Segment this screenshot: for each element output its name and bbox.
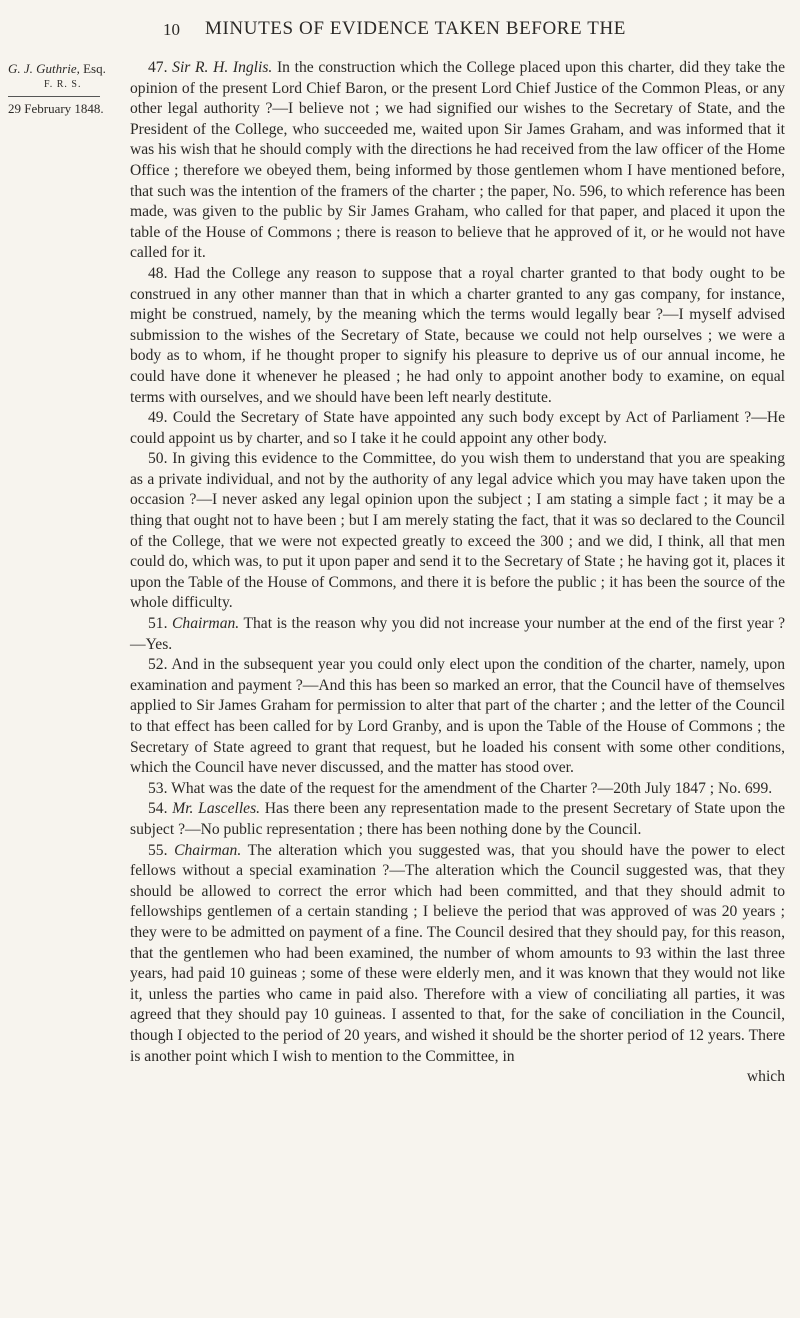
question-paragraph — [130, 449, 785, 614]
question-text: In giving this evidence to the Committee, do you wish them to understand that you are speaking as a private individual, and not by the authority of any legal advice which you may have taken upon the occasion ?—I never asked any legal opinion upon the subject ; I am stating a simple fact ; it may be a thing that ought not to have been ; but I am merely stating the fact, that it was so declared to the Council of the College, that we were not expected greatly to exceed the 300 ; and we did, I think, all that men could do, which was, to put it upon paper and send it to the Secretary of State ; he having got it, places it upon the Table of the House of Commons, and there it is before the public ; it has been the source of the whole difficulty. — [130, 450, 786, 612]
page-number: 10 — [163, 20, 180, 39]
question-text: What was the date of the request for the amendment of the Charter ?—20th July 1847 ; No. 699. — [171, 779, 773, 797]
evidence-text — [130, 58, 785, 1088]
question-text: Has there been any representation made to the present Secretary of State upon the subject ?—No public representation ; there has been nothing done by the Council. — [130, 800, 785, 838]
question-number: 51. — [148, 615, 173, 633]
witness-title: Esq. — [79, 61, 106, 76]
question-number: 50. — [148, 450, 173, 468]
question-paragraph — [130, 779, 785, 800]
question-paragraph — [130, 264, 785, 408]
question-number: 54. — [148, 800, 173, 818]
speaker-name: Mr. Lascelles. — [172, 800, 261, 818]
margin-divider — [8, 96, 100, 97]
witness-postnominal: F. R. S. — [44, 78, 82, 90]
question-number: 47. — [148, 59, 173, 76]
question-paragraph — [130, 408, 785, 449]
question-number: 48. — [148, 264, 174, 282]
question-paragraph — [130, 655, 785, 779]
question-paragraph — [130, 799, 785, 840]
witness-line — [8, 60, 108, 78]
question-number: 53. — [148, 779, 172, 797]
question-text: Could the Secretary of State have appointed any such body except by Act of Parliament ?—He could appoint us by charter, and so I take it he could appoint any other body. — [130, 409, 786, 447]
question-number: 52. — [148, 656, 172, 674]
speaker-name: Chairman. — [172, 615, 240, 633]
catchword: which — [746, 1068, 785, 1086]
question-paragraph — [130, 58, 785, 264]
hearing-date: 29 February 1848. — [8, 101, 104, 117]
speaker-name: Chairman. — [174, 841, 242, 859]
margin-note — [8, 60, 108, 118]
question-text: In the construction which the College placed upon this charter, did they take the opinion of the present Lord Chief Baron, or the present Lord Chief Justice of the Common Pleas, or any other legal authority ?—I believe not ; we had signified our wishes to the Secretary of State, and the President of the College, who succeeded me, waited upon Sir James Graham, and was informed that it was his wish that he should comply with the directions he had received from the law officer of the Home Office ; therefore we obeyed them, being informed by those gentlemen whom I have mentioned before, that such was the intention of the framers of the charter ; the paper, No. 596, to which reference has been made, was given to the public by Sir James Graham, who called for that paper, and placed it upon the table of the House of Commons ; there is reason to believe that he approved of it, or he would not have called for it. — [130, 59, 785, 262]
question-paragraph — [130, 614, 785, 655]
witness-name: G. J. Guthrie, — [8, 61, 80, 76]
question-text: The alteration which you suggested was, that you should have the power to elect fellows without a special examination ?—The alteration which the Council suggested was, that they should be allowed to correct the error which had been committed, and that they should admit to fellowships gentlemen of a certain standing ; I believe the period that was approved of was 20 years ; they were to be admitted on payment of a fine. The Council desired that they should pay, for this reason, that the gentlemen who had been examined, the number of whom amounts to 93 within the last three years, had paid 10 guineas ; some of these were elderly men, and it was known that they would not like it, unless the parties who came in paid also. Therefore with a view of conciliating all parties, it was agreed that they should pay 10 guineas. I assented to that, for the sake of conciliation in the Council, though I objected to the period of 20 years, and wished it should be the shorter period of 12 years. There is another point which I wish to mention to the Committee, in — [130, 841, 786, 1065]
question-text: And in the subsequent year you could only elect upon the condition of the charter, namely, upon examination and payment ?—And this has been so marked an error, that the Council have of themselves applied to Sir James Graham for permission to alter that part of the charter ; and the letter of the Council to that effect has been called for by Lord Granby, and is upon the Table of the House of Commons ; the Secretary of State agreed to grant that request, but he loaded his consent with some other conditions, which the Council have never discussed, and the matter has stood over. — [130, 656, 785, 777]
running-title: MINUTES OF EVIDENCE TAKEN BEFORE THE — [205, 18, 627, 39]
question-text: Had the College any reason to suppose that a royal charter granted to that body ought to be construed in any other manner than that in which a charter granted to any gas company, for instance, might be construed, namely, by the meaning which the terms would legally bear ?—I myself advised submission to the wishes of the Secretary of State, because we could not help ourselves ; we were a body as to whom, if he thought proper to signify his pleasure to deprive us of our annual income, he could have done it whenever he pleased ; he had only to appoint another body to examine, on equal terms with ourselves, and we should have been left nearly destitute. — [130, 264, 786, 406]
question-number: 55. — [148, 841, 175, 859]
question-paragraph — [130, 841, 785, 1068]
page-header — [0, 10, 800, 50]
speaker-name: Sir R. H. Inglis. — [172, 59, 273, 76]
question-text: That is the reason why you did not increase your number at the end of the first year ?—Yes. — [130, 615, 785, 653]
question-number: 49. — [148, 409, 173, 427]
